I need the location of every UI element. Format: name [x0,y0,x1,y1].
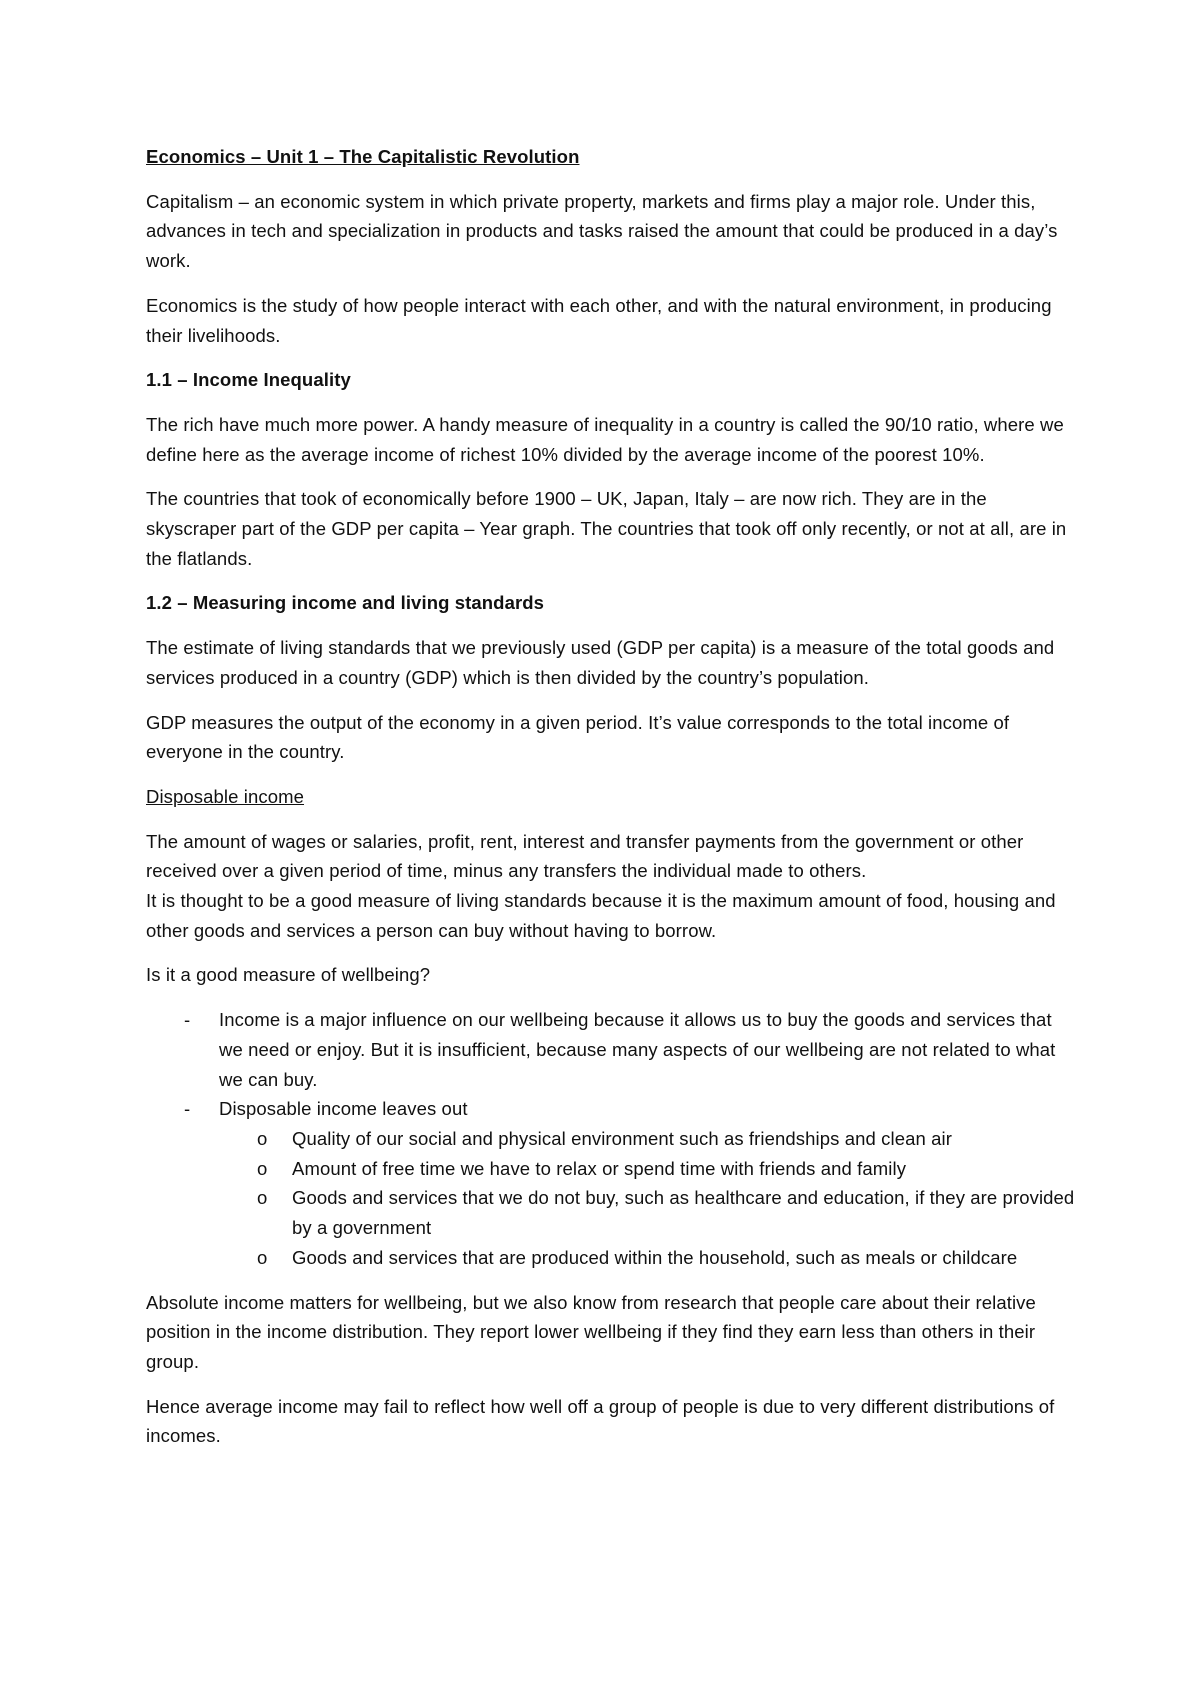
circle-bullet: o [257,1246,268,1268]
paragraph-gdp-per-capita: The estimate of living standards that we previously used (GDP per capita) is a measure of the total goods and services produced in a country (GDP) which is then divided by the country’s population. [146,637,1055,688]
paragraph-disposable-income [146,827,1076,946]
circle-bullet: o [257,1187,268,1209]
heading-income-inequality: 1.1 – Income Inequality [146,369,351,391]
paragraph-rich-countries: The countries that took of economically before 1900 – UK, Japan, Italy – are now rich. They are in the skyscraper part of the GDP per capita – Year graph. The countries that took off only recently, or not at all, are in the flatlands. [146,488,1067,569]
sub-list-item-text: Goods and services that are produced within the household, such as meals or childcare [292,1246,1018,1268]
disposable-income-definition: The amount of wages or salaries, profit, rent, interest and transfer payments from the government or other received over a given period of time, minus any transfers the individual made to others. [146,830,1024,882]
paragraph-wellbeing-question: Is it a good measure of wellbeing? [146,964,431,986]
disposable-income-living-standards: It is thought to be a good measure of living standards because it is the maximum amount of food, housing and other goods and services a person can buy without having to borrow. [146,890,1056,941]
dash-bullet: - [184,1098,191,1120]
sub-list-item [219,1154,1076,1184]
list-item [146,1094,1076,1272]
paragraph-inequality-ratio: The rich have much more power. A handy measure of inequality in a country is called the 90/10 ratio, where we define here as the average income of richest 10% divided by the average income of the poorest 10%. [146,413,1064,465]
document-body [146,142,1076,1451]
paragraph-gdp-output: GDP measures the output of the economy in a given period. It’s value corresponds to the total income of everyone in the country. [146,711,1010,763]
sub-list [219,1124,1076,1273]
circle-bullet: o [257,1157,268,1179]
sub-list-item [219,1124,1076,1154]
sub-list-item-text: Goods and services that we do not buy, such as healthcare and education, if they are provided by a government [292,1187,1075,1239]
wellbeing-list [146,1005,1076,1272]
circle-bullet: o [257,1127,268,1149]
paragraph-economics-definition: Economics is the study of how people interact with each other, and with the natural environment, in producing their livelihoods. [146,294,1052,346]
document-title: Economics – Unit 1 – The Capitalistic Revolution [146,146,580,167]
paragraph-absolute-income: Absolute income matters for wellbeing, but we also know from research that people care about their relative position in the income distribution. They report lower wellbeing if they find they earn less than others in their group. [146,1291,1036,1372]
sub-list-item [219,1243,1076,1273]
paragraph-average-income: Hence average income may fail to reflect how well off a group of people is due to very different distributions of incomes. [146,1395,1055,1447]
list-item [146,1005,1076,1094]
list-item-text: Disposable income leaves out [219,1098,468,1120]
subheading-disposable-income: Disposable income [146,785,305,807]
heading-measuring-income: 1.2 – Measuring income and living standards [146,592,545,614]
dash-bullet: - [184,1009,191,1031]
sub-list-item-text: Quality of our social and physical environment such as friendships and clean air [292,1127,952,1149]
paragraph-capitalism: Capitalism – an economic system in which private property, markets and firms play a major role. Under this, advances in tech and specialization in products and tasks raised the amount that could be produced in a day’s work. [146,190,1058,272]
list-item-text: Income is a major influence on our wellbeing because it allows us to buy the goods and services that we need or enjoy. But it is insufficient, because many aspects of our wellbeing are not related to what we can buy. [219,1009,1056,1090]
sub-list-item-text: Amount of free time we have to relax or spend time with friends and family [292,1157,907,1179]
sub-list-item [219,1183,1076,1242]
